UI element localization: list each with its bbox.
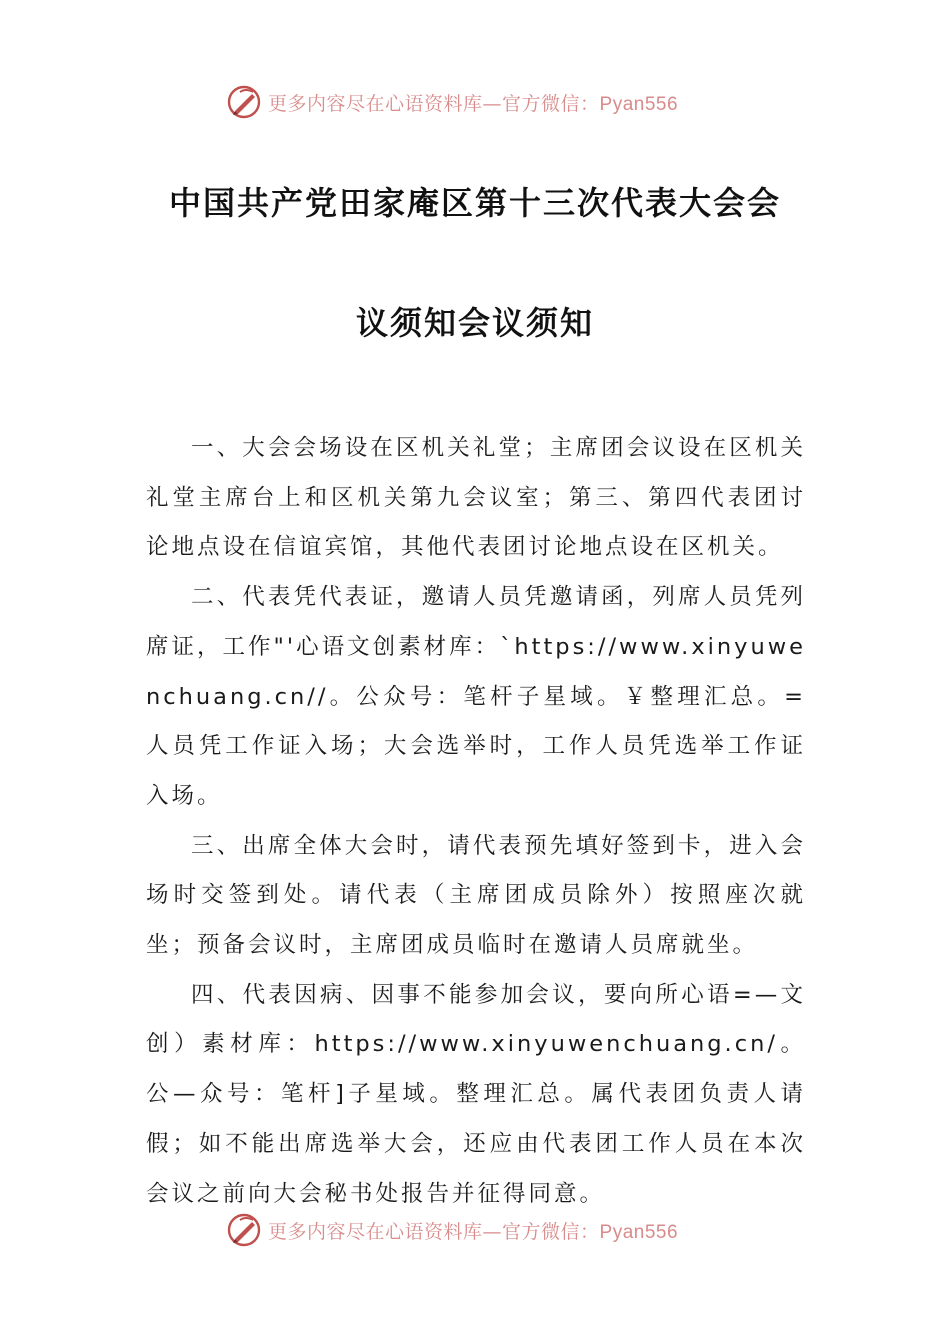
paragraph-3: 三、出席全体大会时，请代表预先填好签到卡，进入会场时交签到处。请代表（主席团成员除外）按照座次就坐；预备会议时，主席团成员临时在邀请人员席就坐。 bbox=[146, 832, 806, 959]
footer-watermark bbox=[226, 1212, 678, 1248]
pen-logo-icon bbox=[226, 1212, 262, 1248]
page-title-line-2: 议须知会议须知 bbox=[355, 304, 594, 342]
page-title-line-1: 中国共产党田家庵区第十三次代表大会会 bbox=[168, 184, 781, 222]
paragraph-2: 二、代表凭代表证，邀请人员凭邀请函，列席人员凭列席证，工作"'心语文创素材库：`https://www.xinyuwenchuang.cn//。公众号：笔杆子星域。￥整理汇总。=人员凭工作证入场；大会选举时，工作人员凭选举工作证入场。 bbox=[146, 584, 806, 809]
watermark-text: 更多内容尽在心语资料库—官方微信：Pyan556 bbox=[268, 1220, 679, 1243]
pen-logo-icon bbox=[226, 84, 262, 120]
paragraph-4: 四、代表因病、因事不能参加会议，要向所心语=—文创）素材库：https://www.xinyuwenchuang.cn/。公—众号：笔杆]子星域。整理汇总。属代表团负责人请假；如不能出席选举大会，还应由代表团工作人员在本次会议之前向大会秘书处报告并征得同意。 bbox=[146, 981, 806, 1207]
paragraph-1: 一、大会会场设在区机关礼堂；主席团会议设在区机关礼堂主席台上和区机关第九会议室；第三、第四代表团讨论地点设在信谊宾馆，其他代表团讨论地点设在区机关。 bbox=[146, 435, 806, 561]
document-body bbox=[146, 424, 806, 1219]
watermark-text: 更多内容尽在心语资料库—官方微信：Pyan556 bbox=[268, 92, 679, 115]
header-watermark bbox=[226, 84, 678, 120]
